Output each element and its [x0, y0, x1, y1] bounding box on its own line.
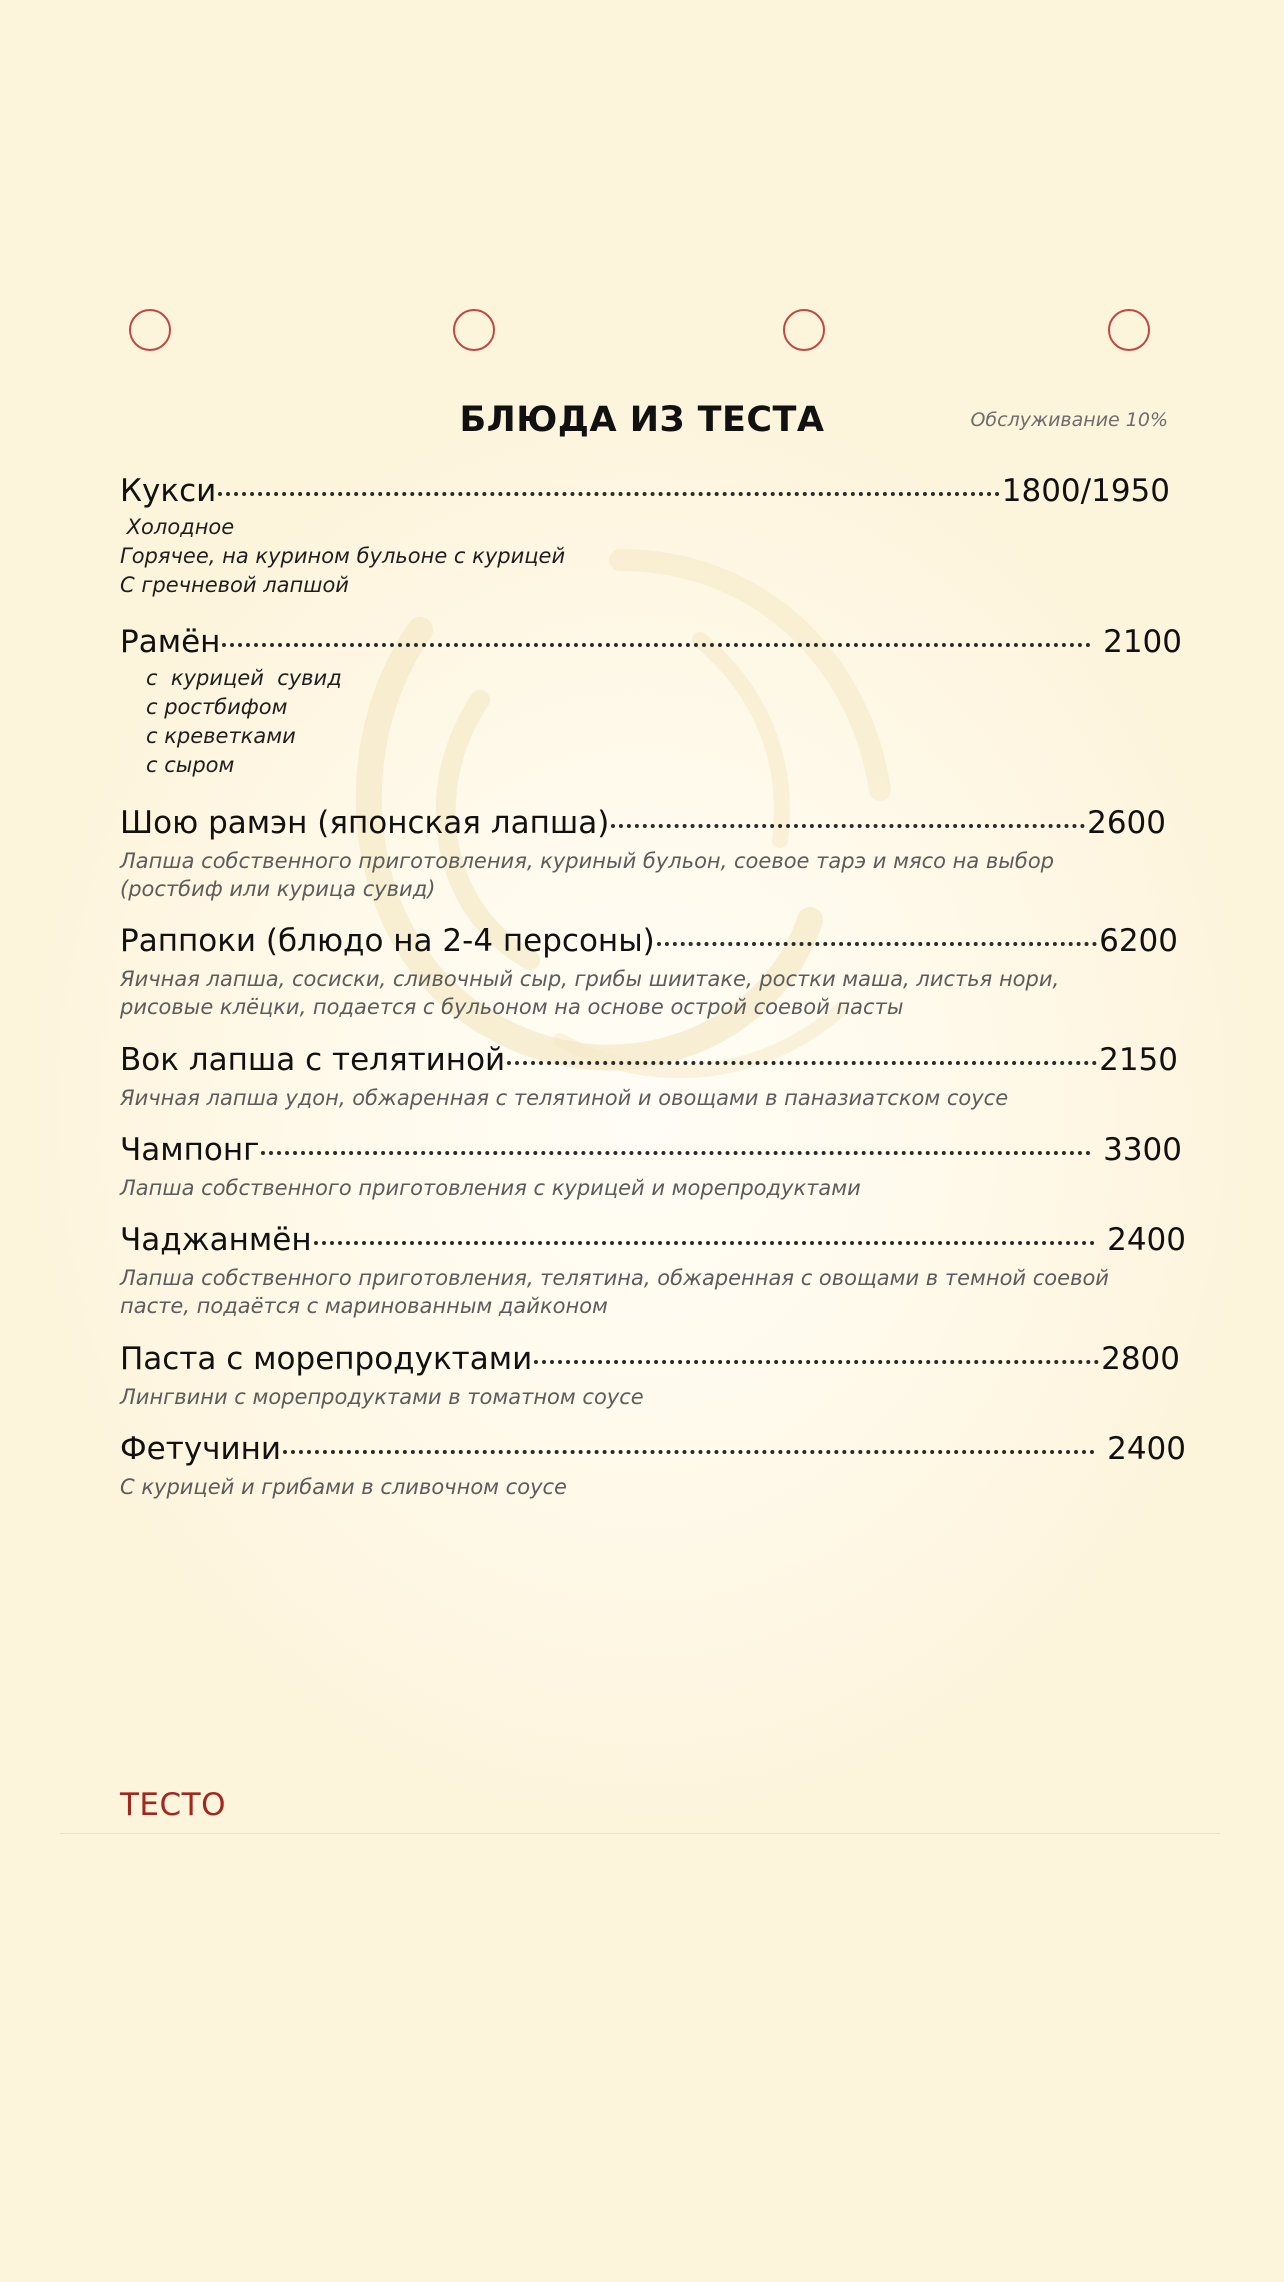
menu-item-price: 3300: [1093, 1132, 1182, 1168]
menu-item-champong: [120, 1132, 1182, 1202]
menu-item-name: Чампонг: [120, 1132, 260, 1168]
menu-item-name: Рамён: [120, 624, 221, 660]
menu-item-header: [120, 923, 1178, 963]
dot-leader: [261, 1151, 1091, 1155]
menu-item-fettuccine: [120, 1431, 1186, 1501]
dot-leader: [534, 1360, 1099, 1364]
menu-item-description: Лингвини с морепродуктами в томатном соусе: [120, 1385, 644, 1409]
menu-item-name: Кукси: [120, 473, 217, 509]
menu-item-option: с ростбифом: [146, 695, 288, 719]
dot-leader: [657, 942, 1097, 946]
menu-item-price: 6200: [1099, 923, 1178, 959]
menu-item-price: 2400: [1097, 1431, 1186, 1467]
menu-item-option: с креветками: [146, 724, 296, 748]
menu-item-seafood-pasta: [120, 1341, 1180, 1411]
menu-item-description: Яичная лапша, сосиски, сливочный сыр, грибы шиитаке, ростки маша, листья нори, рисовые клёцки, подается с бульоном на основе острой соевой пасты: [120, 967, 1060, 1019]
menu-item-option: Горячее, на курином бульоне с курицей: [120, 544, 566, 568]
menu-item-name: Фетучини: [120, 1431, 282, 1467]
menu-item-rappoki: [120, 923, 1178, 1021]
menu-item-header: [120, 805, 1166, 845]
menu-item-wok-noodles: [120, 1042, 1178, 1112]
menu-item-description: Лапша собственного приготовления с курицей и морепродуктами: [120, 1176, 861, 1200]
menu-item-option: Холодное: [120, 515, 235, 539]
section-footer-label: ТЕСТО: [120, 1787, 227, 1823]
menu-item-name: Чаджанмён: [120, 1222, 312, 1258]
dot-leader: [283, 1450, 1095, 1454]
dot-leader: [507, 1061, 1097, 1065]
menu-item-description: Лапша собственного приготовления, куриный бульон, соевое тарэ и мясо на выбор (ростбиф или курица сувид): [120, 849, 1055, 901]
menu-item-option: с курицей сувид: [146, 666, 342, 690]
binder-ring-4: [1108, 309, 1150, 351]
menu-item-header: [120, 1341, 1180, 1381]
menu-item-shoyu-ramen: [120, 805, 1166, 903]
menu-item-price: 2800: [1101, 1341, 1180, 1377]
dot-leader: [218, 492, 999, 496]
menu-item-description: Лапша собственного приготовления, телятина, обжаренная с овощами в темной соевой пасте, подаётся с маринованным дайконом: [120, 1266, 1109, 1318]
menu-item-header: [120, 1431, 1186, 1471]
dot-leader: [314, 1241, 1096, 1245]
menu-item-header: [120, 1132, 1182, 1172]
binder-ring-3: [783, 309, 825, 351]
menu-item-description: Яичная лапша удон, обжаренная с телятиной и овощами в паназиатском соусе: [120, 1086, 1009, 1110]
menu-item-name: Раппоки (блюдо на 2-4 персоны): [120, 923, 655, 959]
menu-item-header: [120, 473, 1170, 513]
dot-leader: [222, 643, 1091, 647]
menu-item-price: 2400: [1097, 1222, 1186, 1258]
menu-item-price: 1800/1950: [1001, 473, 1170, 509]
menu-item-option: с сыром: [146, 753, 235, 777]
menu-item-price: 2150: [1099, 1042, 1178, 1078]
footer-divider: [60, 1833, 1220, 1834]
menu-item-header: [120, 1222, 1186, 1262]
menu-item-header: [120, 1042, 1178, 1082]
menu-item-name: Паста с морепродуктами: [120, 1341, 533, 1377]
menu-item-name: Вок лапша с телятиной: [120, 1042, 506, 1078]
dot-leader: [611, 824, 1085, 828]
menu-item-description: С курицей и грибами в сливочном соусе: [120, 1475, 567, 1499]
menu-item-ramen: [120, 624, 1182, 780]
page-title: БЛЮДА ИЗ ТЕСТА: [459, 400, 825, 440]
binder-ring-2: [453, 309, 495, 351]
service-charge-note: Обслуживание 10%: [970, 409, 1168, 431]
menu-item-kuksi: [120, 473, 1170, 600]
menu-item-price: 2100: [1093, 624, 1182, 660]
menu-item-option: С гречневой лапшой: [120, 573, 349, 597]
menu-item-price: 2600: [1087, 805, 1166, 841]
menu-item-header: [120, 624, 1182, 664]
menu-item-name: Шою рамэн (японская лапша): [120, 805, 610, 841]
menu-item-chajangmyeon: [120, 1222, 1186, 1320]
binder-ring-1: [129, 309, 171, 351]
